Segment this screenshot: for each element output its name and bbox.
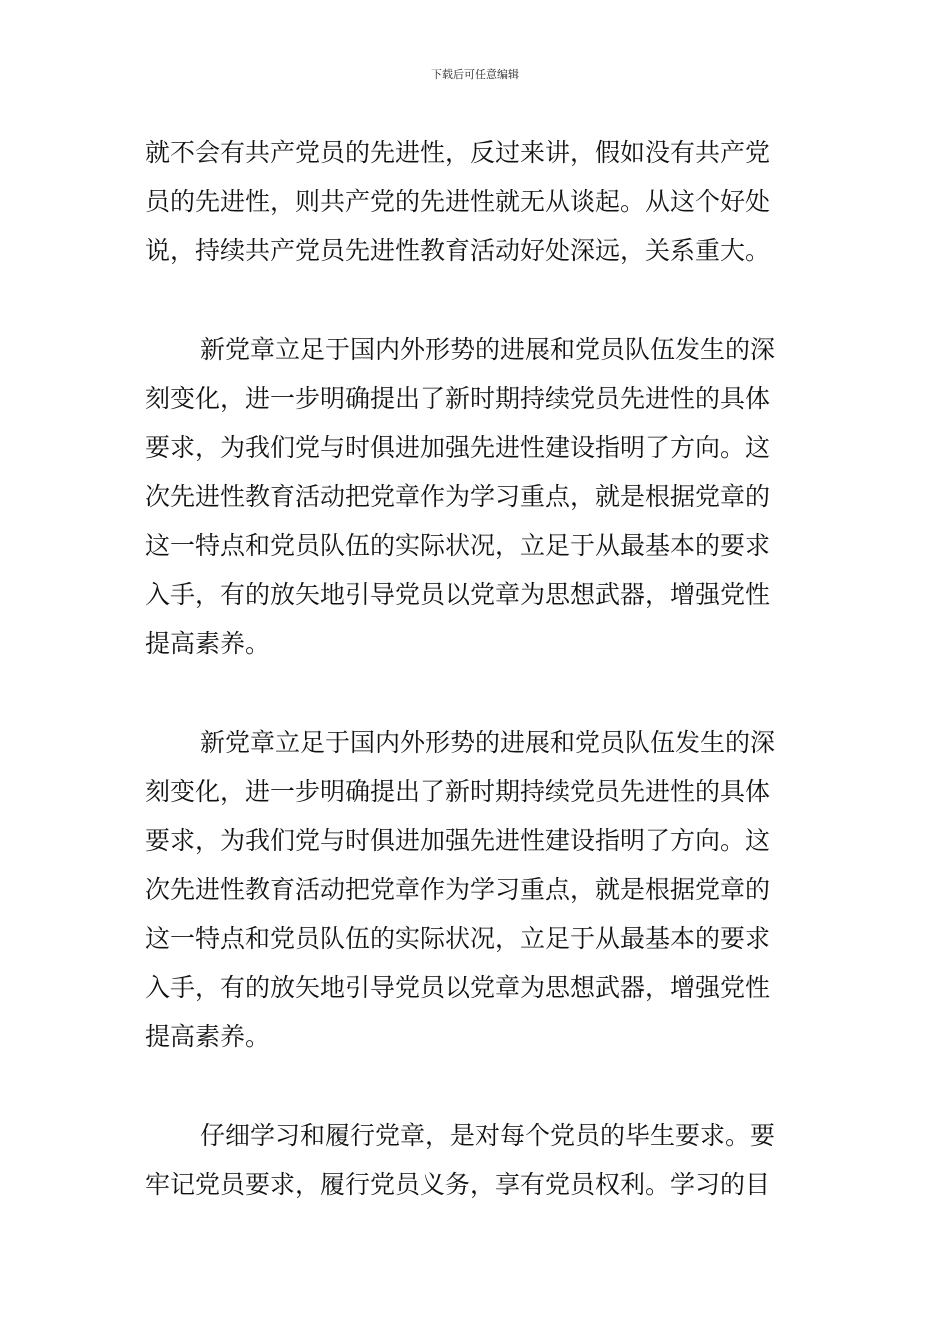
text-line: 要求，为我们党与时俱进加强先进性建设指明了方向。这 [145,433,771,462]
text-line: 这一特点和党员队伍的实际状况，立足于从最基本的要求 [145,924,771,953]
text-line: 新党章立足于国内外形势的进展和党员队伍发生的深 [200,728,776,757]
text-line: 要求，为我们党与时俱进加强先进性建设指明了方向。这 [145,826,771,855]
paragraph-3 [145,718,810,1061]
document-body [145,128,810,1209]
text-line: 员的先进性，则共产党的先进性就无从谈起。从这个好处 [145,187,771,216]
text-line: 次先进性教育活动把党章作为学习重点，就是根据党章的 [145,482,771,511]
text-line: 仔细学习和履行党章，是对每个党员的毕生要求。要 [200,1121,776,1150]
text-line: 入手，有的放矢地引导党员以党章为思想武器，增强党性 [145,973,771,1002]
text-line: 牢记党员要求，履行党员义务，享有党员权利。学习的目 [145,1170,771,1199]
paragraph-4 [145,1111,810,1209]
text-line: 说，持续共产党员先进性教育活动好处深远，关系重大。 [145,236,771,265]
text-line: 这一特点和党员队伍的实际状况，立足于从最基本的要求 [145,531,771,560]
paragraph-2 [145,325,810,668]
text-line: 提高素养。 [145,629,271,658]
paragraph-gap [145,275,810,325]
paragraph-1 [145,128,810,275]
text-line: 入手，有的放矢地引导党员以党章为思想武器，增强党性 [145,580,771,609]
text-line: 提高素养。 [145,1022,271,1051]
text-line: 次先进性教育活动把党章作为学习重点，就是根据党章的 [145,875,771,904]
paragraph-gap [145,1061,810,1111]
text-line: 刻变化，进一步明确提出了新时期持续党员先进性的具体 [145,384,771,413]
text-line: 新党章立足于国内外形势的进展和党员队伍发生的深 [200,335,776,364]
text-line: 刻变化，进一步明确提出了新时期持续党员先进性的具体 [145,777,771,806]
text-line: 就不会有共产党员的先进性，反过来讲，假如没有共产党 [145,138,771,167]
paragraph-gap [145,668,810,718]
page-header: 下载后可任意编辑 [431,68,519,81]
